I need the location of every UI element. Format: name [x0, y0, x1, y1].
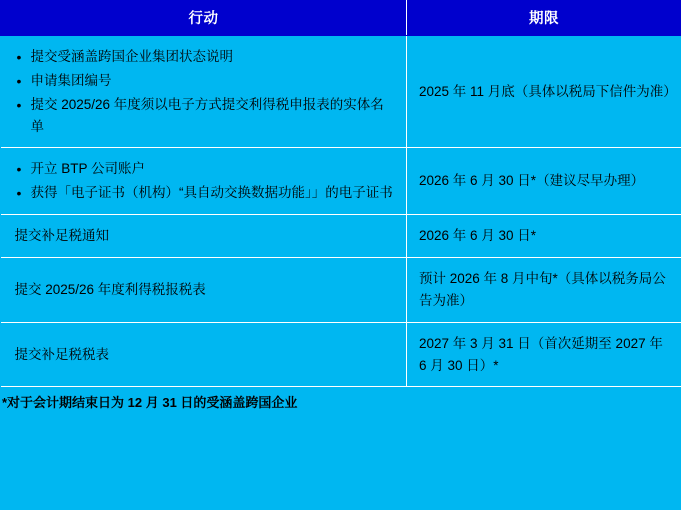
list-item: • 提交 2025/26 年度须以电子方式提交利得税申报表的实体名单 — [15, 94, 395, 138]
deadline-cell: 2027 年 3 月 31 日（首次延期至 2027 年 6 月 30 日）* — [407, 322, 681, 387]
action-list — [15, 158, 395, 204]
action-text: 提交补足税通知 — [14, 228, 109, 244]
column-header-action: 行动 — [1, 1, 407, 36]
action-text: 提交补足税税表 — [14, 346, 109, 362]
deadline-cell: 2026 年 6 月 30 日*（建议尽早办理） — [407, 148, 681, 215]
list-item: • 提交受涵盖跨国企业集团状态说明 — [15, 46, 395, 68]
action-text: 提交 2025/26 年度利得税报税表 — [14, 281, 206, 297]
table-row — [1, 36, 681, 148]
deadline-cell: 2026 年 6 月 30 日* — [407, 215, 681, 258]
table-row — [1, 258, 681, 323]
footnote: *对于会计期结束日为 12 月 31 日的受涵盖跨国企业 — [2, 395, 298, 411]
action-list — [15, 46, 395, 137]
action-cell — [1, 36, 407, 148]
table-header-row — [1, 1, 681, 36]
deadline-cell: 预计 2026 年 8 月中旬*（具体以税务局公告为准） — [407, 258, 681, 323]
column-header-deadline: 期限 — [407, 1, 681, 36]
action-cell — [1, 322, 407, 387]
list-item: • 申请集团编号 — [15, 70, 395, 92]
table-row — [1, 322, 681, 387]
list-item: • 获得「电子证书（机构）“具自动交换数据功能」」的电子证书 — [15, 182, 395, 204]
action-cell — [1, 215, 407, 258]
action-cell — [1, 258, 407, 323]
table-row — [1, 215, 681, 258]
action-cell — [1, 148, 407, 215]
deadline-cell: 2025 年 11 月底（具体以税局下信件为准） — [407, 36, 681, 148]
table-row — [1, 148, 681, 215]
list-item: • 开立 BTP 公司账户 — [15, 158, 395, 180]
